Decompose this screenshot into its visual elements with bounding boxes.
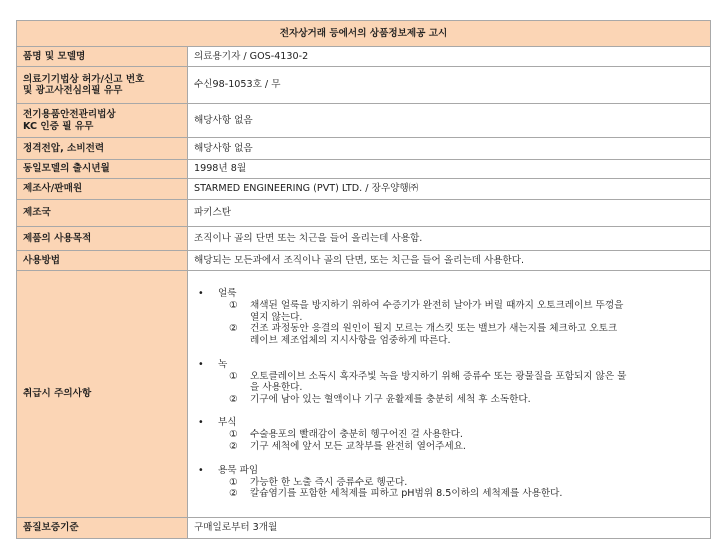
table-row <box>17 138 711 160</box>
item-number: ② <box>229 393 238 405</box>
row-value-permit-number: 수신98-1053호 / 무 <box>188 67 711 104</box>
item-number: ① <box>229 429 238 441</box>
caution-section-rust <box>194 359 704 406</box>
row-value-purpose: 조직이나 골의 단면 또는 치근을 들어 올리는데 사용함. <box>188 227 711 251</box>
row-label-kc-certification: 전기용품안전관리법상 KC 인증 필 유무 <box>17 104 188 138</box>
caution-section-corrosion <box>194 417 704 452</box>
table-row <box>17 160 711 179</box>
row-label-warranty: 품질보증기준 <box>17 518 188 539</box>
row-value-manufacturer: STARMED ENGINEERING (PVT) LTD. / 장우양행㈜ <box>188 179 711 200</box>
row-label-purpose: 제품의 사용목적 <box>17 227 188 251</box>
table-row <box>17 67 711 104</box>
item-text: 기구 세척에 앞서 모든 교착부를 완전히 열어주세요. <box>250 440 466 452</box>
item-number: ② <box>229 440 238 452</box>
row-label-voltage-power: 정격전압, 소비전력 <box>17 138 188 160</box>
row-value-kc-certification: 해당사항 없음 <box>188 104 711 138</box>
section-title: 얼룩 <box>218 288 237 300</box>
section-title: 용묵 파임 <box>218 464 259 476</box>
bullet-icon: • <box>198 288 204 300</box>
item-text: 채색된 얼룩을 방지하기 위하여 수증기가 완전히 날아가 버릴 때까지 오토크레이브 뚜껑을 열지 않는다. <box>250 300 624 323</box>
bullet-icon: • <box>198 464 204 476</box>
item-text: 수술용포의 빨래감이 충분히 헹구어진 걸 사용한다. <box>250 429 463 441</box>
caution-content <box>188 271 711 518</box>
section-title: 녹 <box>218 358 228 370</box>
row-label-country: 제조국 <box>17 200 188 227</box>
row-value-voltage-power: 해당사항 없음 <box>188 138 711 160</box>
item-number: ② <box>229 323 238 335</box>
table-row <box>17 47 711 67</box>
table-row <box>17 179 711 200</box>
table-row <box>17 518 711 539</box>
item-number: ② <box>229 488 238 500</box>
item-text: 기구에 남아 있는 혈액이나 기구 윤활제를 충분히 세척 후 소독한다. <box>250 393 531 405</box>
table-row <box>17 104 711 138</box>
row-label-product-model: 품명 및 모델명 <box>17 47 188 67</box>
row-value-warranty: 구매일로부터 3개월 <box>188 518 711 539</box>
item-text: 칼슘염기를 포함한 세척제를 피하고 pH범위 8.5이하의 세척제를 사용한다. <box>250 488 563 500</box>
item-text: 가능한 한 노출 즉시 증류수로 헹군다. <box>250 476 408 488</box>
table-row <box>17 227 711 251</box>
section-title: 부식 <box>218 417 237 429</box>
table-row <box>17 200 711 227</box>
row-value-product-model: 의료용기자 / GOS-4130-2 <box>188 47 711 67</box>
bullet-icon: • <box>198 417 204 429</box>
caution-section-pitting <box>194 465 704 500</box>
row-label-release-date: 동일모델의 출시년월 <box>17 160 188 179</box>
row-value-usage: 해당되는 모든과에서 조직이나 골의 단면, 또는 치근을 들어 올리는데 사용한다. <box>188 251 711 271</box>
row-label-usage: 사용방법 <box>17 251 188 271</box>
product-info-table <box>16 20 711 539</box>
bullet-icon: • <box>198 358 204 370</box>
row-label-manufacturer: 제조사/판매원 <box>17 179 188 200</box>
table-title: 전자상거래 등에서의 상품정보제공 고시 <box>17 21 711 47</box>
row-value-release-date: 1998년 8월 <box>188 160 711 179</box>
item-number: ① <box>229 476 238 488</box>
row-label-permit-number: 의료기기법상 허가/신고 번호 및 광고사전심의필 유무 <box>17 67 188 104</box>
item-text: 오토클레이브 소독시 흑자주빛 녹을 방지하기 위해 증류수 또는 광물질을 포함되지 않은 물 을 사용한다. <box>250 370 627 394</box>
table-row <box>17 251 711 271</box>
table-row <box>17 271 711 518</box>
item-text: 건조 과정동안 응결의 원인이 될지 모르는 개스킷 또는 밸브가 새는지를 체크하고 오토크 레이브 제조업체의 지시사항을 엄중하게 따른다. <box>250 323 618 347</box>
caution-section-stains <box>194 288 704 346</box>
row-label-caution: 취급시 주의사항 <box>17 271 188 518</box>
item-number: ① <box>229 300 238 312</box>
item-number: ① <box>229 370 238 382</box>
row-value-country: 파키스탄 <box>188 200 711 227</box>
